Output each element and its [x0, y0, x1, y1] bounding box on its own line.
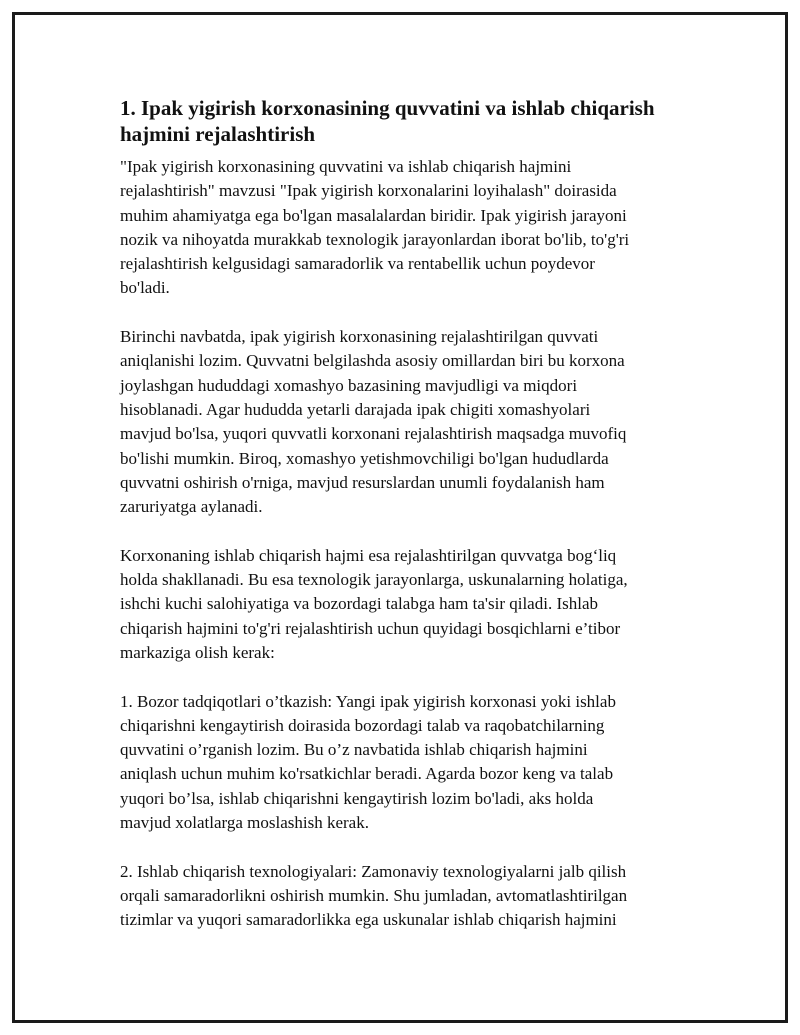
text-line: 1. Bozor tadqiqotlari o’tkazish: Yangi ipak yigirish korxonasi yoki ishlab	[120, 691, 616, 711]
text-line: 2. Ishlab chiqarish texnologiyalari: Zamonaviy texnologiyalarni jalb qilish	[120, 861, 627, 881]
text-line: bo'lishi mumkin. Biroq, xomashyo yetishmovchiligi bo'lgan hududlarda	[120, 448, 609, 468]
paragraph-capacity	[120, 325, 690, 519]
text-line: yuqori bo’lsa, ishlab chiqarishni kengaytirish lozim bo'ladi, aks holda	[120, 788, 594, 808]
text-line: rejalashtirish kelgusidagi samaradorlik va rentabellik uchun poydevor	[120, 254, 595, 274]
text-line: chiqarish hajmini to'g'ri rejalashtirish uchun quyidagi bosqichlarni e’tibor	[120, 618, 621, 638]
title-line: 1. Ipak yigirish korxonasining quvvatini va ishlab chiqarish	[120, 96, 655, 120]
document-body	[120, 95, 690, 957]
text-line: orqali samaradorlikni oshirish mumkin. Shu jumladan, avtomatlashtirilgan	[120, 885, 628, 905]
text-line: hisoblanadi. Agar hududda yetarli darajada ipak chigiti xomashyolari	[120, 399, 591, 419]
text-line: quvvatni oshirish o'rniga, mavjud resurslardan unumli foydalanish ham	[120, 472, 605, 492]
title-line: hajmini rejalashtirish	[120, 122, 316, 146]
text-line: nozik va nihoyatda murakkab texnologik jarayonlardan iborat bo'lib, to'g'ri	[120, 229, 630, 249]
text-line: quvvatini o’rganish lozim. Bu o’z navbatida ishlab chiqarish hajmini	[120, 740, 588, 760]
paragraph-production-volume	[120, 544, 690, 665]
text-line: muhim ahamiyatga ega bo'lgan masalalardan biridir. Ipak yigirish jarayoni	[120, 205, 627, 225]
text-line: bo'ladi.	[120, 278, 170, 298]
section-title	[120, 95, 690, 147]
paragraph-intro	[120, 155, 690, 301]
page-frame	[12, 12, 788, 1023]
text-line: aniqlanishi lozim. Quvvatni belgilashda asosiy omillardan biri bu korxona	[120, 351, 625, 371]
text-line: markaziga olish kerak:	[120, 642, 275, 662]
list-item-technologies	[120, 860, 690, 933]
text-line: chiqarishni kengaytirish doirasida bozordagi talab va raqobatchilarning	[120, 715, 605, 735]
text-line: holda shakllanadi. Bu esa texnologik jarayonlarga, uskunalarning holatiga,	[120, 570, 628, 590]
text-line: mavjud xolatlarga moslashish kerak.	[120, 813, 369, 833]
text-line: ishchi kuchi salohiyatiga va bozordagi talabga ham ta'sir qiladi. Ishlab	[120, 594, 598, 614]
text-line: mavjud bo'lsa, yuqori quvvatli korxonani rejalashtirish maqsadga muvofiq	[120, 424, 627, 444]
text-line: joylashgan hududdagi xomashyo bazasining mavjudligi va miqdori	[120, 375, 578, 395]
text-line: rejalashtirish" mavzusi "Ipak yigirish korxonalarini loyihalash" doirasida	[120, 181, 617, 201]
text-line: Korxonaning ishlab chiqarish hajmi esa rejalashtirilgan quvvatga bog‘liq	[120, 545, 617, 565]
text-line: zaruriyatga aylanadi.	[120, 497, 263, 517]
list-item-market-research	[120, 690, 690, 836]
text-line: Birinchi navbatda, ipak yigirish korxonasining rejalashtirilgan quvvati	[120, 327, 599, 347]
text-line: aniqlash uchun muhim ko'rsatkichlar beradi. Agarda bozor keng va talab	[120, 764, 614, 784]
text-line: tizimlar va yuqori samaradorlikka ega uskunalar ishlab chiqarish hajmini	[120, 910, 617, 930]
text-line: "Ipak yigirish korxonasining quvvatini va ishlab chiqarish hajmini	[120, 157, 572, 176]
